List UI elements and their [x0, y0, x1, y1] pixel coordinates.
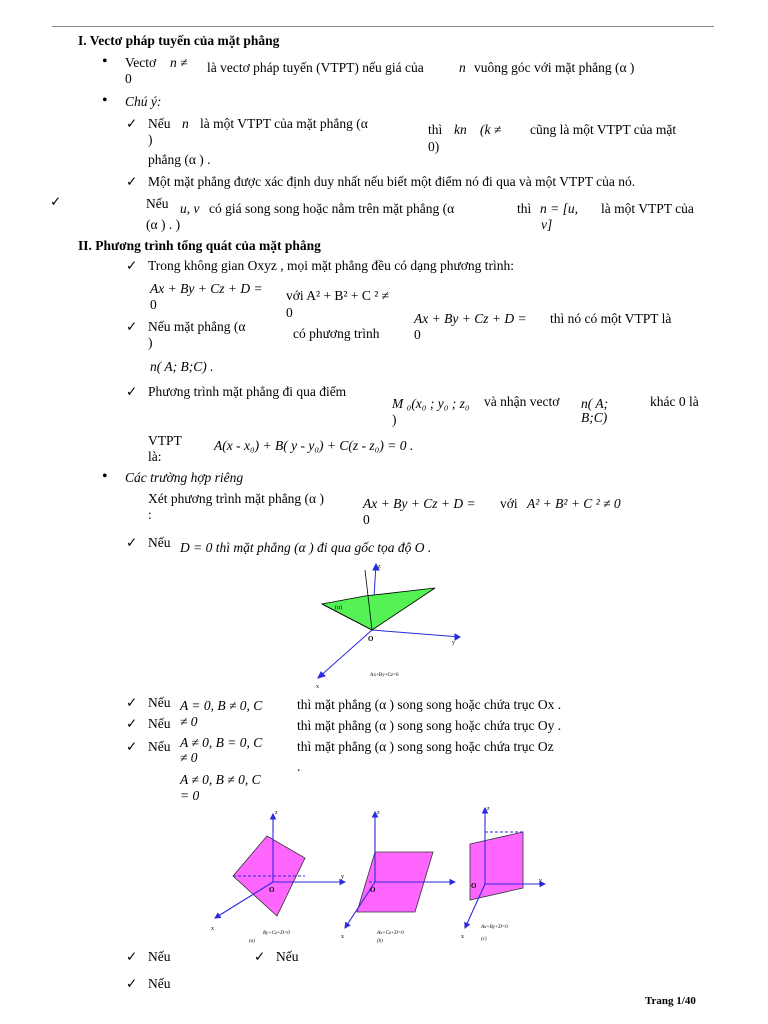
l2-kn: kn — [454, 122, 467, 137]
note-label: Chú ý: — [125, 94, 162, 109]
l16-a: Nếu — [148, 949, 171, 964]
fig2-cap-b: (b) — [377, 939, 383, 944]
l1-zero: 0 — [125, 71, 132, 86]
fig1-eq: Ax+By+Cz=0 — [370, 673, 399, 678]
check-icon — [126, 695, 137, 711]
figure-plane-origin — [310, 560, 470, 690]
l14-a: Nếu — [148, 739, 171, 754]
l2-b: là một VTPT của mặt phẳng (α — [200, 116, 368, 131]
l7-b: có phương trình — [293, 326, 380, 341]
l1-c: vuông góc với mặt phẳng (α ) — [474, 60, 635, 75]
l8-n2: B;C) — [581, 410, 608, 425]
page-footer: Trang 1/40 — [645, 995, 696, 1007]
l7-c: thì nó có một VTPT là — [550, 311, 672, 326]
l1-n2: n — [459, 60, 466, 75]
l4-v: v] — [541, 217, 553, 232]
l7-paren: ) — [148, 335, 153, 350]
check-icon — [126, 976, 137, 992]
svg-text:y: y — [341, 874, 344, 880]
check-icon — [126, 258, 137, 274]
l12-a: Nếu — [148, 695, 171, 710]
l4-uv: u, v — [180, 201, 200, 216]
check-icon — [126, 535, 137, 551]
svg-text:y: y — [539, 878, 542, 884]
l2-c: cũng là một VTPT của mặt — [530, 122, 677, 137]
svg-text:O: O — [269, 886, 275, 894]
l8-b: và nhận vectơ — [484, 394, 560, 409]
l3: Một mặt phẳng được xác định duy nhất nếu biết một điểm nó đi qua và một VTPT của nó. — [148, 174, 636, 189]
bullet — [102, 468, 108, 486]
svg-text:z: z — [487, 806, 490, 812]
heading-2: II. Phương trình tổng quát của mặt phẳng — [78, 238, 321, 253]
l11-a: Nếu — [148, 535, 171, 550]
svg-text:O: O — [370, 886, 376, 894]
l14-cond: A ≠ 0, B = 0, C — [180, 735, 263, 750]
l6-zero: 0 — [150, 297, 157, 312]
bullet — [102, 53, 108, 71]
svg-text:z: z — [378, 564, 381, 570]
l2-n: n — [182, 116, 189, 131]
l10-colon: : — [148, 507, 152, 522]
l6-zero2: 0 — [286, 305, 293, 320]
l13-cond: ≠ 0 — [180, 714, 198, 729]
l8-paren: ) — [392, 412, 397, 427]
fig2-eq-c: Ax+By+D=0 — [481, 925, 508, 930]
svg-text:O: O — [471, 882, 477, 890]
fig2-eq-b: Ax+Cz+D=0 — [377, 931, 404, 936]
l1-n: n ≠ — [170, 55, 188, 70]
svg-text:x: x — [341, 934, 344, 940]
l7-d: n( A; B;C) . — [150, 359, 214, 374]
svg-text:(α): (α) — [335, 605, 343, 611]
l4-c: là một VTPT của — [601, 201, 694, 216]
cases-label: Các trường hợp riêng — [125, 470, 244, 485]
heading-1: I. Vectơ pháp tuyến của mặt phẳng — [78, 33, 280, 48]
check-icon — [50, 194, 61, 210]
l14-r: thì mặt phẳng (α ) song song hoặc chứa trục Oz — [297, 739, 554, 754]
l9-eq: A(x - x₀) + B( y - y₀) + C(z - z₀) = 0 . — [214, 438, 414, 453]
l14-dot: . — [297, 759, 301, 774]
l2-thi: thì — [428, 122, 443, 137]
l17-a: Nếu — [148, 976, 171, 991]
l7-zero: 0 — [414, 327, 421, 342]
l4-b: có giá song song hoặc nằm trên mặt phẳng (α — [209, 201, 455, 216]
svg-text:x: x — [461, 934, 464, 940]
l4-thi: thì — [517, 201, 532, 216]
check-icon — [126, 739, 137, 755]
l2-k: (k ≠ — [480, 122, 502, 137]
l2-a: Nếu — [148, 116, 171, 131]
check-icon — [126, 319, 137, 335]
svg-text:y: y — [452, 640, 455, 646]
l7-a: Nếu mặt phẳng (α — [148, 319, 246, 334]
fig2-eq-a: By+Cz+D=0 — [263, 931, 290, 936]
l15-cond: A ≠ 0, B ≠ 0, C — [180, 772, 261, 787]
l12-r: thì mặt phẳng (α ) song song hoặc chứa trục Ox . — [297, 697, 562, 712]
l4-n: n = [u, — [540, 201, 578, 216]
figure-special-planes — [205, 806, 555, 944]
l4-d: (α ) . ) — [146, 217, 181, 232]
l1-b: là vectơ pháp tuyến (VTPT) nếu giá của — [207, 60, 424, 75]
l6-voi: với A² + B² + C ² ≠ — [286, 288, 390, 303]
svg-text:z: z — [377, 810, 380, 816]
l10-a: Xét phương trình mặt phẳng (α ) — [148, 491, 324, 506]
check-icon — [126, 384, 137, 400]
l2-zero: 0) — [428, 139, 440, 154]
bullet — [102, 92, 108, 110]
l5: Trong không gian Oxyz , mọi mặt phẳng đều có dạng phương trình: — [148, 258, 515, 273]
l1-a: Vectơ — [125, 55, 157, 70]
l8-m: M ₀(x₀ ; y₀ ; z₀ — [392, 396, 470, 411]
l7-eq: Ax + By + Cz + D = — [414, 311, 527, 326]
svg-text:x: x — [211, 926, 214, 932]
l16-b: Nếu — [276, 949, 299, 964]
l9-b: là: — [148, 449, 162, 464]
l15-cond2: = 0 — [180, 788, 200, 803]
check-icon — [126, 716, 137, 732]
l10-voi: với — [500, 496, 518, 511]
l12-cond: A = 0, B ≠ 0, C — [180, 698, 263, 713]
check-icon — [126, 949, 137, 965]
l11-b: D = 0 thì mặt phẳng (α ) đi qua gốc tọa độ O . — [180, 540, 432, 555]
top-rule — [52, 26, 714, 27]
l10-zero: 0 — [363, 512, 370, 527]
l10-cond: A² + B² + C ² ≠ 0 — [527, 496, 621, 511]
check-icon — [126, 174, 137, 190]
svg-text:z: z — [275, 810, 278, 816]
fig2-cap-c: (c) — [481, 937, 487, 942]
l2-d: phẳng (α ) . — [148, 152, 211, 167]
l9-a: VTPT — [148, 433, 182, 448]
l8-a: Phương trình mặt phẳng đi qua điểm — [148, 384, 347, 399]
check-icon — [126, 116, 137, 132]
svg-text:x: x — [316, 684, 319, 690]
l8-n: n( A; — [581, 396, 609, 411]
l10-eq: Ax + By + Cz + D = — [363, 496, 476, 511]
l13-a: Nếu — [148, 716, 171, 731]
l6-eq: Ax + By + Cz + D = — [150, 281, 263, 296]
fig2-cap-a: (a) — [249, 939, 255, 944]
l8-c: khác 0 là — [650, 394, 699, 409]
svg-text:O: O — [368, 635, 374, 643]
l2-paren: ) — [148, 132, 153, 147]
l14-cond2: ≠ 0 — [180, 750, 198, 765]
check-icon — [254, 949, 265, 965]
l13-r: thì mặt phẳng (α ) song song hoặc chứa trục Oy . — [297, 718, 562, 733]
l4-a: Nếu — [146, 196, 169, 211]
